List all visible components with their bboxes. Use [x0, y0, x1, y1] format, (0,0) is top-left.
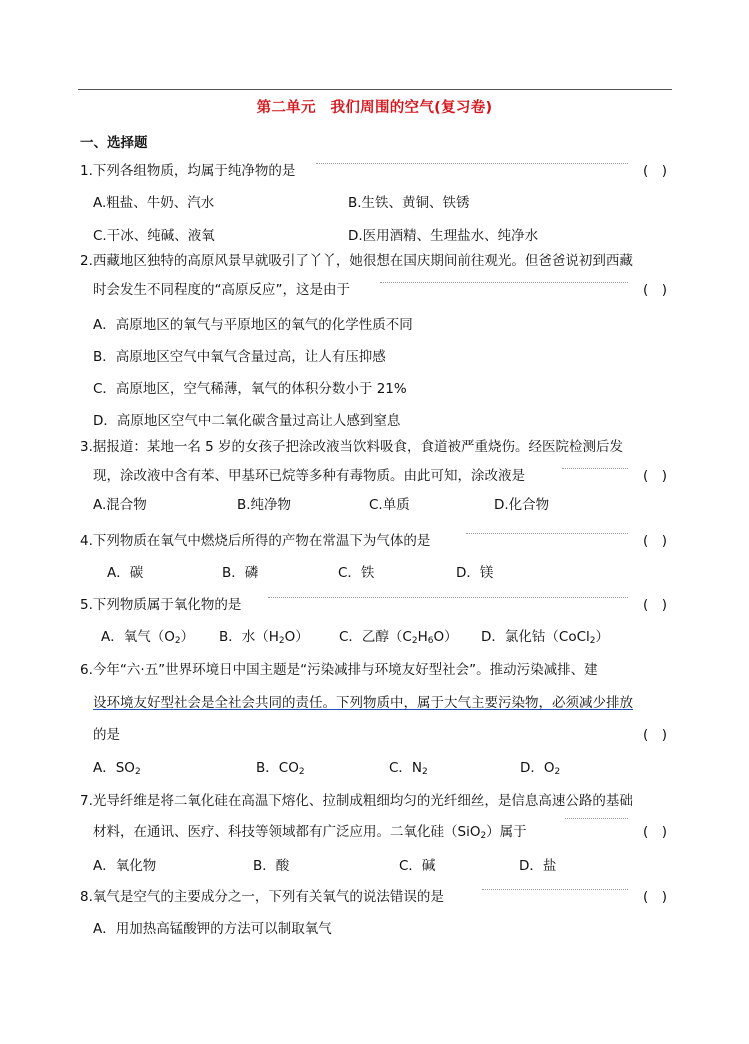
question-1-option-c: C.干冰、纯碱、液氧 [93, 228, 215, 244]
dotted-leader [316, 163, 628, 164]
answer-paren-1: ( ) [642, 163, 668, 179]
question-2-option-a: A．高原地区的氧气与平原地区的氧气的化学性质不同 [93, 317, 413, 333]
answer-paren-6: ( ) [642, 727, 668, 743]
question-1-option-d: D.医用酒精、生理盐水、纯净水 [348, 228, 539, 244]
question-6-option-c: C．$N_2$ [389, 760, 428, 777]
page-title: 第二单元 我们周围的空气(复习卷) [256, 100, 493, 116]
question-4-option-a: A．碳 [107, 565, 144, 581]
answer-paren-7: ( ) [642, 824, 668, 840]
dotted-leader [482, 889, 628, 890]
section-heading: 一、选择题 [80, 135, 148, 151]
question-5-option-b: B．水$(H_2O)$ [219, 629, 309, 646]
question-6-option-d: D．$O_2$ [520, 760, 561, 777]
question-3-option-d: D.化合物 [494, 497, 550, 513]
dotted-leader [565, 818, 628, 819]
dotted-leader [268, 597, 628, 598]
question-3-option-b: B.纯净物 [237, 497, 292, 513]
header-rule [78, 89, 672, 90]
question-7-option-c: C．碱 [399, 858, 436, 874]
question-3-line-1: 3.据报道：某地一名 5 岁的女孩子把涂改液当饮料吸食，食道被严重烧伤。经医院检测后发 [80, 439, 624, 455]
question-7-line-2: 材料，在通讯、医疗、科技等领域都有广泛应用。二氧化硅（SiO$_2$）属于 [93, 824, 527, 841]
answer-paren-4: ( ) [642, 533, 668, 549]
question-7-option-a: A．氧化物 [93, 858, 157, 874]
answer-paren-2: ( ) [642, 282, 668, 298]
question-1-option-a: A.粗盐、牛奶、汽水 [93, 195, 215, 211]
question-6-option-b: B．$CO_2$ [256, 760, 305, 777]
question-3-line-2: 现，涂改液中含有苯、甲基环已烷等多种有毒物质。由此可知，涂改液是 [93, 468, 525, 484]
question-7-line-1: 7.光导纤维是将二氧化硅在高温下熔化、拉制成粗细均匀的光纤细丝，是信息高速公路的基础 [80, 793, 633, 809]
question-4-option-c: C．铁 [338, 565, 375, 581]
dotted-leader [562, 468, 628, 469]
dotted-leader [466, 533, 628, 534]
question-7-option-d: D．盐 [519, 858, 557, 874]
question-6-option-a: A．$SO_2$ [93, 760, 141, 777]
question-2-line-1: 2.西藏地区独特的高原风景早就吸引了丫丫，她很想在国庆期间前往观光。但爸爸说初到西藏 [80, 253, 633, 269]
question-6-line-3: 的是 [93, 727, 120, 743]
question-2-option-c: C．高原地区，空气稀薄，氧气的体积分数小于 21% [93, 381, 407, 397]
question-1-text: 1.下列各组物质，均属于纯净物的是 [80, 163, 296, 179]
question-5-option-a: A．氧气$(O_2)$ [101, 629, 195, 646]
question-8-option-a: A．用加热高锰酸钾的方法可以制取氧气 [93, 921, 332, 937]
question-3-option-a: A.混合物 [93, 497, 147, 513]
question-6-line-2: 设环境友好型社会是全社会共同的责任。下列物质中，属于大气主要污染物，必须减少排放 [93, 695, 633, 711]
question-2-line-2: 时会发生不同程度的“高原反应”，这是由于 [93, 282, 350, 298]
answer-paren-8: ( ) [642, 889, 668, 905]
question-5-option-d: D．氯化钴（CoCl$_2$） [481, 629, 609, 646]
question-3-option-c: C.单质 [369, 497, 410, 513]
question-1-option-b: B.生铁、黄铜、铁锈 [348, 195, 470, 211]
question-4-option-b: B．磷 [222, 565, 259, 581]
question-7-option-b: B．酸 [253, 858, 290, 874]
question-6-line-1: 6.今年“六·五”世界环境日中国主题是“污染减排与环境友好型社会”。推动污染减排、建 [80, 662, 598, 678]
question-4-option-d: D．镁 [456, 565, 494, 581]
question-5-option-c: C．乙醇$(C_2H_6O)$ [339, 629, 458, 646]
question-5-text: 5.下列物质属于氧化物的是 [80, 597, 242, 613]
question-2-option-d: D．高原地区空气中二氧化碳含量过高让人感到窒息 [93, 413, 401, 429]
dotted-leader [380, 282, 628, 283]
answer-paren-5: ( ) [642, 597, 668, 613]
answer-paren-3: ( ) [642, 468, 668, 484]
question-2-option-b: B．高原地区空气中氧气含量过高，让人有压抑感 [93, 349, 386, 365]
question-4-text: 4.下列物质在氧气中燃烧后所得的产物在常温下为气体的是 [80, 533, 431, 549]
question-8-text: 8.氧气是空气的主要成分之一，下列有关氧气的说法错误的是 [80, 889, 444, 905]
